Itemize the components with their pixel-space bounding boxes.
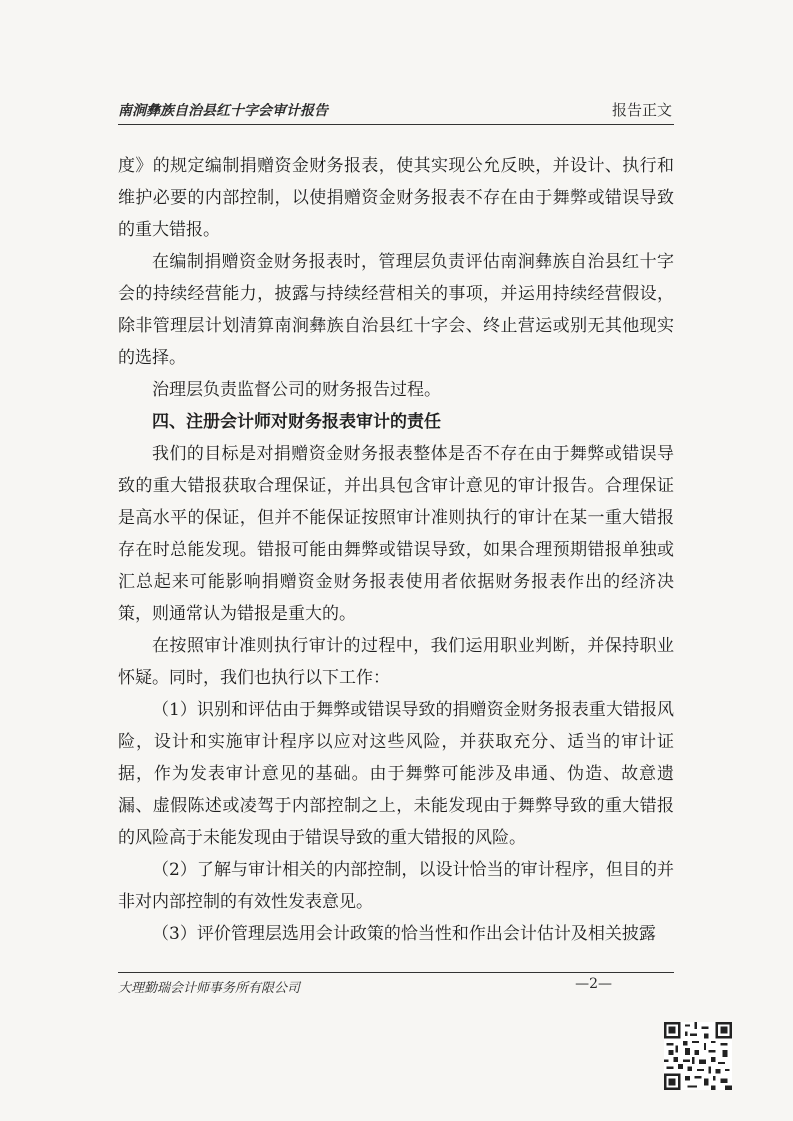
footer-firm-name: 大理勤瑞会计师事务所有限公司 [118, 981, 301, 996]
paragraph-item-2: （2）了解与审计相关的内部控制，以设计恰当的审计程序，但目的并非对内部控制的有效性发表意见。 [118, 860, 674, 912]
section-heading-auditor-responsibility: 四、注册会计师对财务报表审计的责任 [152, 412, 441, 432]
paragraph-audit-objective: 我们的目标是对捐赠资金财务报表整体是否不存在由于舞弊或错误导致的重大错报获取合理保证，并出具包含审计意见的审计报告。合理保证是高水平的保证，但并不能保证按照审计准则执行的审计在某一重大错报存在时总能发现。错报可能由舞弊或错误导致，如果合理预期错报单独或汇总起来可能影响捐赠资金财务报表使用者依据财务报表作出的经济决策，则通常认为错报是重大的。 [118, 444, 674, 624]
paragraph-item-1: （1）识别和评估由于舞弊或错误导致的捐赠资金财务报表重大错报风险，设计和实施审计程序以应对这些风险，并获取充分、适当的审计证据，作为发表审计意见的基础。由于舞弊可能涉及串通、伪造、故意遗漏、虚假陈述或凌驾于内部控制之上，未能发现由于舞弊导致的重大错报的风险高于未能发现由于错误导致的重大错报的风险。 [118, 700, 674, 848]
paragraph-continuation: 度》的规定编制捐赠资金财务报表，使其实现公允反映，并设计、执行和维护必要的内部控制，以使捐赠资金财务报表不存在由于舞弊或错误导致的重大错报。 [118, 156, 674, 240]
report-body [118, 150, 674, 950]
paragraph-professional-judgment: 在按照审计准则执行审计的过程中，我们运用职业判断，并保持职业怀疑。同时，我们也执行以下工作： [118, 636, 674, 688]
page-footer [118, 972, 674, 997]
header-report-title: 南涧彝族自治县红十字会审计报告 [118, 103, 328, 119]
page-number: —2— [575, 976, 612, 992]
paragraph-item-3: （3）评价管理层选用会计政策的恰当性和作出会计估计及相关披露 [152, 924, 656, 944]
page-header [118, 94, 674, 125]
qr-code-icon [664, 1022, 732, 1090]
paragraph-governance: 治理层负责监督公司的财务报告过程。 [152, 380, 441, 400]
header-section-label: 报告正文 [611, 101, 672, 119]
paragraph-going-concern: 在编制捐赠资金财务报表时，管理层负责评估南涧彝族自治县红十字会的持续经营能力，披露与持续经营相关的事项，并运用持续经营假设，除非管理层计划清算南涧彝族自治县红十字会、终止营运或别无其他现实的选择。 [118, 252, 674, 368]
